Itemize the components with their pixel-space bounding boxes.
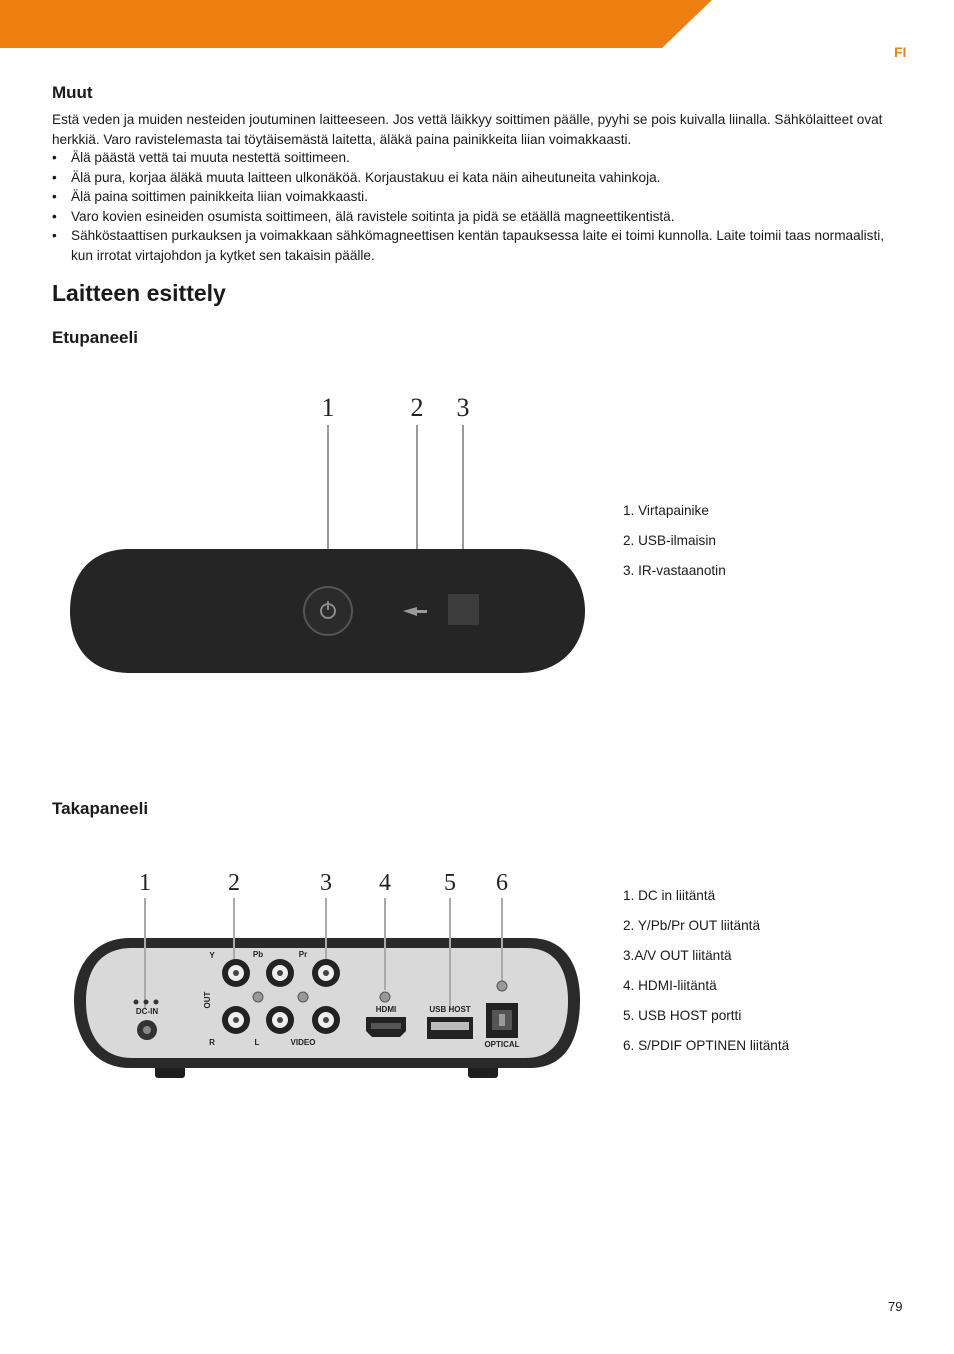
r-label: R bbox=[209, 1038, 215, 1047]
back-panel-illustration bbox=[60, 860, 600, 1085]
list-item: • Varo kovien esineiden osumista soittimeen, älä ravistele soitinta ja pidä se etäällä magneettikentistä. bbox=[52, 207, 902, 227]
list-item: 1. DC in liitäntä bbox=[623, 888, 716, 903]
dc-polarity-icon bbox=[134, 1000, 159, 1005]
muut-heading: Muut bbox=[52, 83, 93, 102]
pb-label: Pb bbox=[252, 950, 264, 959]
hdmi-label: HDMI bbox=[375, 1005, 397, 1014]
power-button[interactable] bbox=[304, 587, 352, 635]
ypbpr-out-jacks[interactable] bbox=[222, 959, 340, 987]
list-item: 5. USB HOST portti bbox=[623, 1008, 742, 1023]
back-callout-4: 4 bbox=[379, 870, 391, 896]
muut-paragraph: Estä veden ja muiden nesteiden joutuminen laitteeseen. Jos vettä läikkyy soittimen päälle, pyyhi se pois kuivalla liinalla. Sähkölaitteet ovat herkkiä. Varo ravistelemasta tai töytäisemästä laitetta, äläkä paina painikkeita liian voimakkaasti. bbox=[52, 112, 883, 147]
usb-host-label: USB HOST bbox=[429, 1005, 471, 1014]
dc-in-port[interactable] bbox=[137, 1020, 157, 1040]
back-legend bbox=[623, 881, 789, 1061]
ir-receiver bbox=[448, 594, 479, 625]
list-item: 3.A/V OUT liitäntä bbox=[623, 948, 732, 963]
out-label: OUT bbox=[203, 991, 212, 1009]
muut-bullet-list bbox=[52, 148, 902, 265]
front-panel-illustration bbox=[60, 385, 600, 685]
front-callout-1: 1 bbox=[321, 393, 335, 422]
list-item: 4. HDMI-liitäntä bbox=[623, 978, 717, 993]
back-panel-heading: Takapaneeli bbox=[52, 799, 149, 818]
video-label: VIDEO bbox=[290, 1038, 316, 1047]
list-item: 1. Virtapainike bbox=[623, 503, 709, 518]
front-callout-2: 2 bbox=[410, 393, 424, 422]
back-callout-3: 3 bbox=[320, 870, 332, 896]
list-item: 6. S/PDIF OPTINEN liitäntä bbox=[623, 1038, 790, 1053]
page-number: 79 bbox=[888, 1299, 903, 1314]
list-item: • Sähköstaattisen purkauksen ja voimakkaan sähkömagneettisen kentän tapauksessa laite ei toimi kunnolla. Laite toimii taas normaalisti, kun irrotat virtajohdon ja kytket sen takaisin päälle. bbox=[52, 226, 902, 265]
back-callout-2: 2 bbox=[228, 870, 240, 896]
list-item: • Älä pura, korjaa äläkä muuta laitteen ulkonäköä. Korjaustakuu ei kata näin aiheutuneita vahinkoja. bbox=[52, 168, 902, 188]
l-label: L bbox=[254, 1038, 260, 1047]
optical-port[interactable] bbox=[486, 1003, 518, 1038]
front-callout-3: 3 bbox=[456, 393, 470, 422]
usb-host-port[interactable] bbox=[427, 1017, 473, 1039]
back-callout-5: 5 bbox=[444, 870, 456, 896]
dc-in-label: DC-IN bbox=[135, 1007, 159, 1016]
language-label: FI bbox=[894, 44, 907, 60]
pr-label: Pr bbox=[298, 950, 308, 959]
header-bar bbox=[0, 0, 954, 50]
front-legend bbox=[623, 496, 726, 586]
optical-label: OPTICAL bbox=[484, 1040, 520, 1049]
list-item: 2. USB-ilmaisin bbox=[623, 533, 716, 548]
front-panel-heading: Etupaneeli bbox=[52, 328, 138, 347]
av-out-jacks[interactable] bbox=[222, 1006, 340, 1034]
section-title: Laitteen esittely bbox=[52, 280, 226, 306]
y-label: Y bbox=[209, 951, 215, 960]
hdmi-port[interactable] bbox=[366, 1017, 406, 1037]
list-item: 3. IR-vastaanotin bbox=[623, 563, 726, 578]
list-item: 2. Y/Pb/Pr OUT liitäntä bbox=[623, 918, 761, 933]
back-callout-1: 1 bbox=[139, 870, 151, 896]
back-callout-6: 6 bbox=[496, 870, 508, 896]
list-item: • Älä päästä vettä tai muuta nestettä soittimeen. bbox=[52, 148, 902, 168]
list-item: • Älä paina soittimen painikkeita liian voimakkaasti. bbox=[52, 187, 902, 207]
